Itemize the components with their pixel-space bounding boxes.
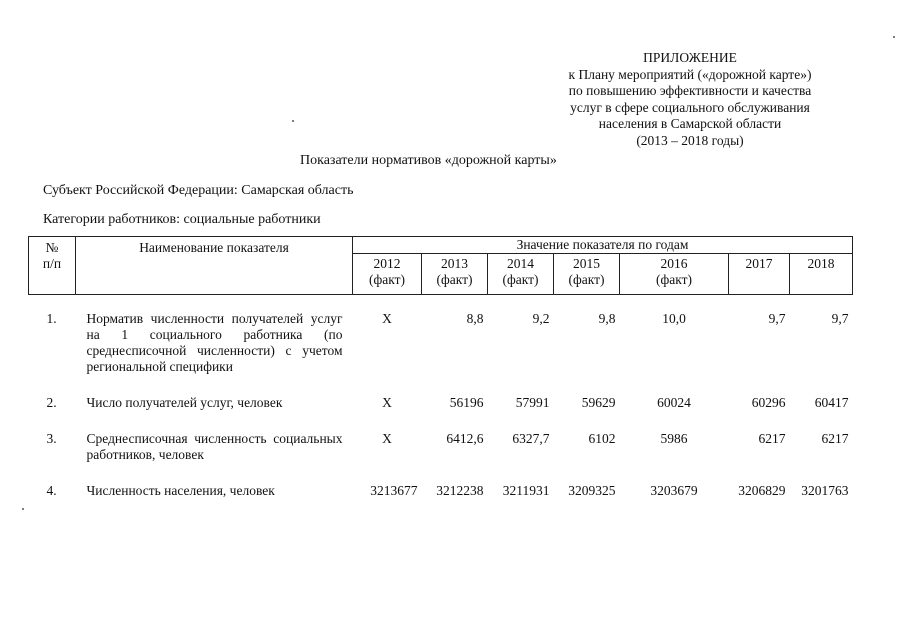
cell-value: 3206829 (738, 483, 786, 498)
year-note: (факт) (655, 272, 692, 287)
table-row (29, 483, 853, 499)
cell-value: 3212238 (436, 483, 484, 498)
cell-value: 9,7 (768, 311, 786, 326)
year-header (353, 254, 422, 295)
row-number: 2. (46, 395, 57, 410)
cell-value: 60296 (751, 395, 786, 410)
table-row (29, 431, 853, 463)
subject-line: Субъект Российской Федерации: Самарская область (43, 183, 354, 198)
cell-value: 60417 (814, 395, 849, 410)
cell-value: 6217 (758, 431, 786, 446)
category-line: Категории работников: социальные работники (43, 212, 321, 227)
year-label: 2014 (507, 256, 534, 271)
indicators-table (28, 236, 853, 499)
column-header-values: Значение показателя по годам (353, 237, 853, 254)
row-name: Среднесписочная численность социальных работников, человек (86, 431, 343, 462)
year-header (729, 254, 790, 295)
appendix-heading: ПРИЛОЖЕНИЕ (643, 50, 737, 65)
cell-value: 60024 (657, 395, 691, 410)
year-label: 2018 (807, 256, 835, 271)
row-number: 3. (46, 431, 57, 446)
column-header-name: Наименование показателя (76, 237, 353, 295)
cell-value: 3201763 (801, 483, 849, 498)
appendix-line: услуг в сфере социального обслуживания (570, 99, 810, 115)
cell-value: 3203679 (650, 483, 698, 498)
cell-value: 9,8 (598, 311, 616, 326)
cell-value: X (382, 311, 392, 326)
cell-value: 5986 (660, 431, 688, 446)
appendix-line: населения в Самарской области (598, 116, 782, 131)
row-name: Норматив численности получателей услуг на 1 социального работника (по среднесписочной численности) с учетом региональной специфики (86, 311, 343, 374)
row-name: Численность населения, человек (86, 483, 275, 498)
scan-speck (292, 120, 294, 122)
year-header (790, 254, 853, 295)
row-name: Число получателей услуг, человек (86, 395, 283, 410)
column-header-number-line: № (45, 240, 59, 255)
cell-value: 3209325 (568, 483, 616, 498)
year-note: (факт) (436, 272, 473, 287)
row-number: 1. (46, 311, 57, 326)
cell-value: 9,2 (532, 311, 550, 326)
appendix-block (530, 50, 850, 149)
appendix-line: к Плану мероприятий («дорожной карте») (568, 66, 812, 82)
year-header (488, 254, 554, 295)
cell-value: 3211931 (502, 483, 550, 498)
year-label: 2016 (660, 256, 688, 271)
year-note: (факт) (568, 272, 605, 287)
row-number: 4. (46, 483, 57, 498)
cell-value: 57991 (515, 395, 550, 410)
cell-value: X (382, 395, 392, 410)
appendix-line: (2013 – 2018 годы) (636, 132, 744, 148)
cell-value: 9,7 (831, 311, 849, 326)
cell-value: 6217 (821, 431, 849, 446)
cell-value: 10,0 (662, 311, 686, 326)
table-row (29, 311, 853, 375)
year-note: (факт) (502, 272, 539, 287)
year-header (554, 254, 620, 295)
cell-value: 3213677 (370, 483, 418, 498)
cell-value: 8,8 (466, 311, 484, 326)
column-header-number-line: п/п (42, 256, 62, 271)
column-header-number (29, 237, 76, 295)
year-label: 2012 (373, 256, 401, 271)
scan-speck (22, 508, 24, 510)
table-header-row (29, 237, 853, 254)
year-note: (факт) (368, 272, 405, 287)
cell-value: X (382, 431, 392, 446)
cell-value: 6327,7 (512, 431, 550, 446)
appendix-line: по повышению эффективности и качества (568, 83, 812, 98)
year-label: 2015 (573, 256, 600, 271)
year-header (422, 254, 488, 295)
table-row (29, 395, 853, 411)
year-header (620, 254, 729, 295)
scan-speck (893, 36, 895, 38)
cell-value: 56196 (449, 395, 484, 410)
cell-value: 6102 (588, 431, 616, 446)
cell-value: 59629 (581, 395, 616, 410)
year-label: 2013 (441, 256, 468, 271)
document-title: Показатели нормативов «дорожной карты» (300, 153, 557, 168)
cell-value: 6412,6 (446, 431, 484, 446)
year-label: 2017 (745, 256, 773, 271)
